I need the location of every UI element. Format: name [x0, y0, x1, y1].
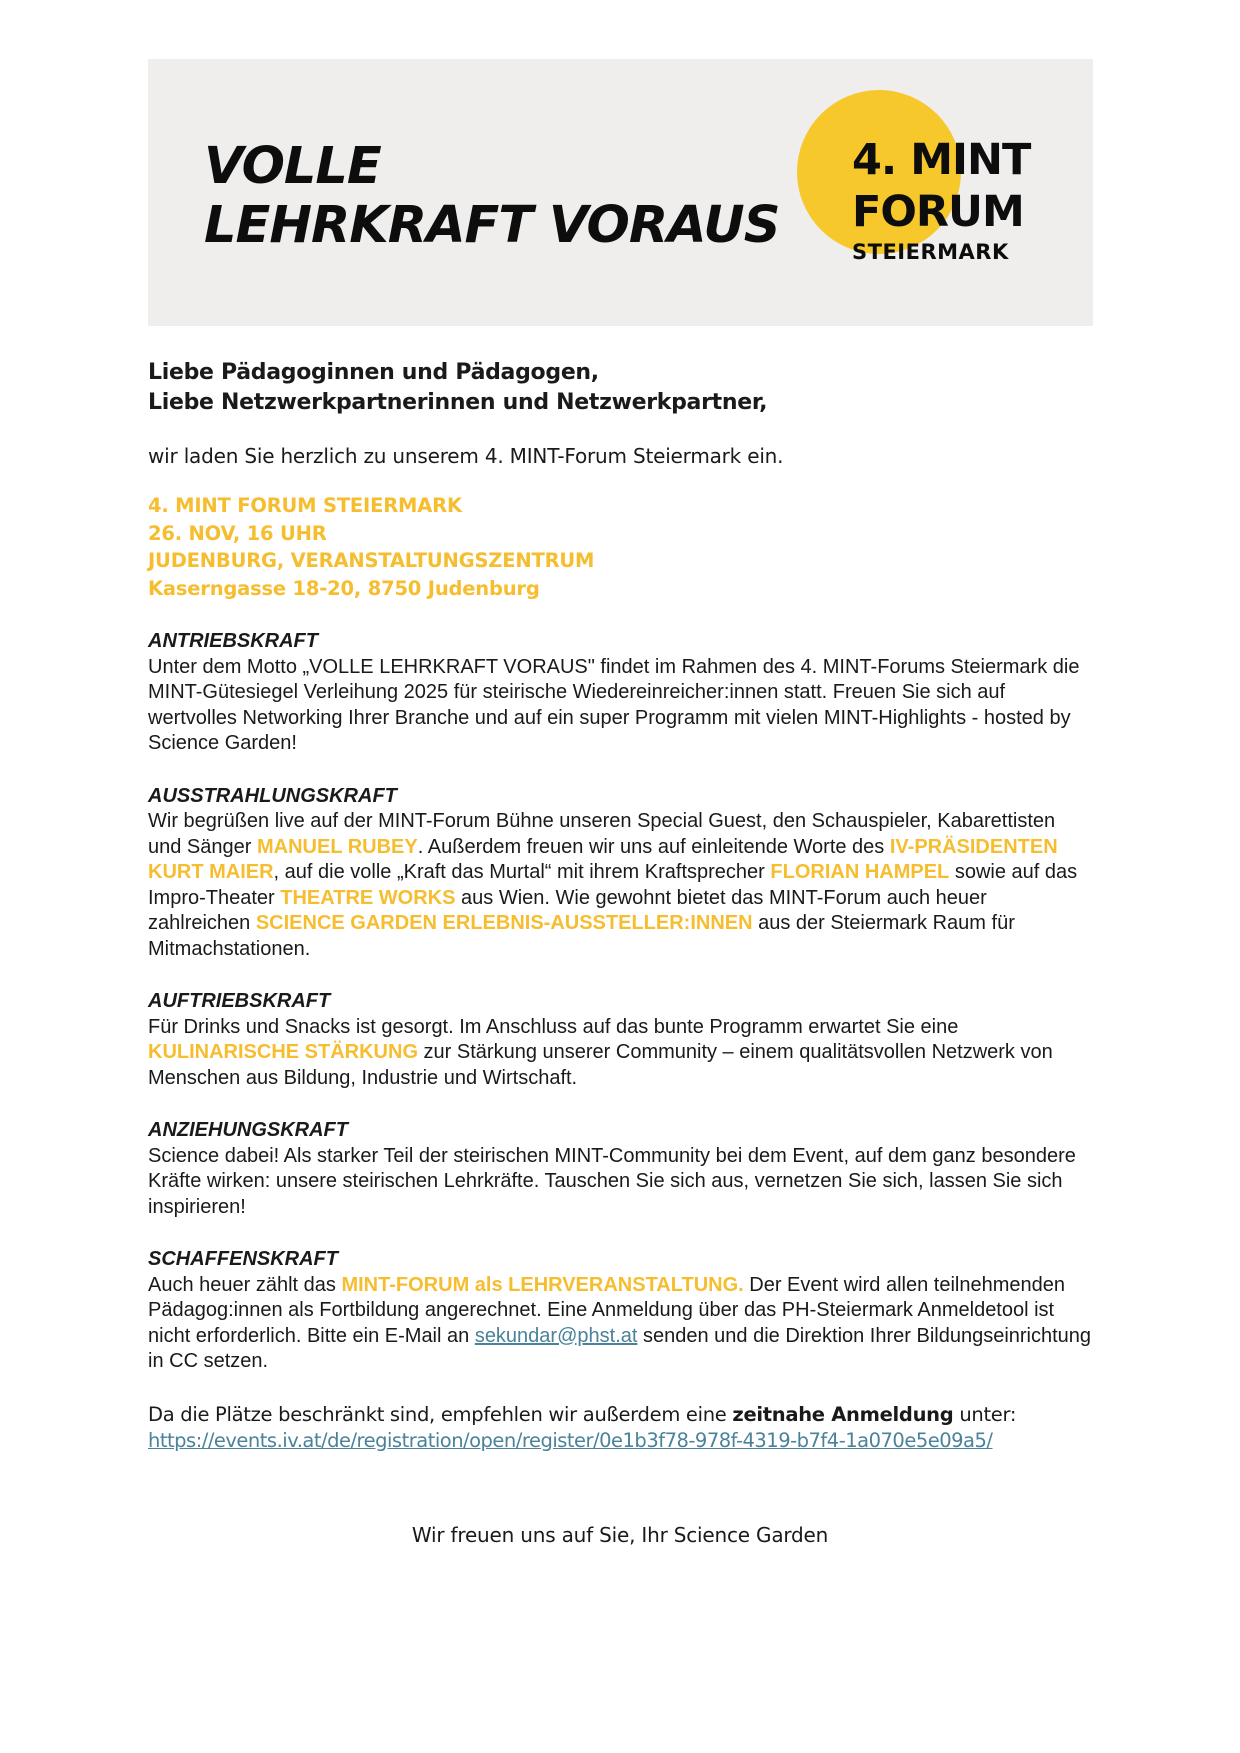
event-date-time: 26. NOV, 16 UHR — [148, 521, 327, 545]
event-details — [148, 492, 1093, 602]
signoff: Wir freuen uns auf Sie, Ihr Science Garden — [411, 1523, 829, 1547]
registration-link[interactable]: https://events.iv.at/de/registration/open/register/0e1b3f78-978f-4319-b7f4-1a070e5e09a5/ — [148, 1428, 993, 1452]
body-text: sowie auf das Impro-Theater — [148, 861, 1078, 909]
banner-title-line1: VOLLE — [204, 137, 381, 196]
email-link[interactable]: sekundar@phst.at — [474, 1324, 638, 1347]
logo-line2: FORUM — [852, 187, 1024, 237]
banner-title-line2: LEHRKRAFT VORAUS — [204, 196, 780, 255]
body-text: Für Drinks und Snacks ist gesorgt. Im Anschluss auf das bunte Programm erwartet Sie eine — [148, 1015, 959, 1038]
body-text: aus Wien. Wie gewohnt bietet das MINT-Forum auch heuer zahlreichen — [148, 886, 987, 934]
section-title: AUSSTRAHLUNGSKRAFT — [148, 784, 397, 807]
logo-line3: STEIERMARK — [852, 240, 1009, 264]
intro-text: wir laden Sie herzlich zu unserem 4. MINT-Forum Steiermark ein. — [148, 444, 784, 468]
body-text: . Außerdem freuen wir uns auf einleitende Worte des — [417, 835, 890, 858]
section-title: ANZIEHUNGSKRAFT — [148, 1119, 348, 1141]
banner-title — [204, 137, 779, 255]
section-ausstrahlungskraft — [148, 784, 1093, 963]
event-name: 4. MINT FORUM STEIERMARK — [148, 494, 462, 517]
highlight-florian-hampel: FLORIAN HAMPEL — [770, 861, 950, 883]
section-antriebskraft — [148, 629, 1093, 757]
body-text: senden und die Direktion Ihrer Bildungseinrichtung in CC setzen. — [148, 1324, 1092, 1372]
section-body — [148, 1015, 1093, 1092]
body-text: , auf die volle „Kraft das Murtal“ mit ihrem Kraftsprecher — [273, 861, 771, 883]
highlight-aussteller: SCIENCE GARDEN ERLEBNIS-AUSSTELLER:INNEN — [255, 912, 753, 934]
body-text: Da die Plätze beschränkt sind, empfehlen wir außerdem eine — [148, 1402, 733, 1426]
section-title: SCHAFFENSKRAFT — [148, 1248, 338, 1270]
section-body: Science dabei! Als starker Teil der steirischen MINT-Community bei dem Event, auf dem ganz besondere Kräfte wirken: unsere steirischen Lehrkräfte. Tauschen Sie sich aus, vernetzen Sie sich, lassen Sie sich inspirieren! — [148, 1144, 1076, 1218]
highlight-iv-praesident: IV-PRÄSIDENTEN KURT MAIER — [148, 835, 1058, 883]
mint-forum-logo — [852, 134, 1030, 264]
registration-text — [148, 1402, 1093, 1428]
greeting-line2: Liebe Netzwerkpartnerinnen und Netzwerkpartner, — [148, 390, 768, 415]
event-address: Kaserngasse 18-20, 8750 Judenburg — [148, 576, 540, 600]
body-text: Wir begrüßen live auf der MINT-Forum Bühne unseren Special Guest, den Schauspieler, Kabarettisten und Sänger — [148, 810, 1056, 858]
body-text: zur Stärkung unserer Community – einem qualitätsvollen Netzwerk von Menschen aus Bildung, Industrie und Wirtschaft. — [148, 1041, 1053, 1089]
greeting-line1: Liebe Pädagoginnen und Pädagogen, — [148, 360, 599, 385]
section-title: ANTRIEBSKRAFT — [148, 630, 318, 652]
section-title: AUFTRIEBSKRAFT — [148, 990, 331, 1012]
section-schaffenskraft — [148, 1247, 1093, 1375]
section-anziehungskraft — [148, 1118, 1093, 1220]
header-banner — [148, 59, 1093, 326]
letter-body — [148, 358, 1093, 1454]
section-body — [148, 809, 1093, 962]
logo-line1: 4. MINT — [852, 135, 1031, 185]
registration-emphasis: zeitnahe Anmeldung — [732, 1402, 954, 1426]
highlight-theatre-works: THEATRE WORKS — [280, 886, 456, 909]
section-auftriebskraft — [148, 989, 1093, 1091]
highlight-kulinarische-staerkung: KULINARISCHE STÄRKUNG — [148, 1041, 418, 1063]
body-text: Auch heuer zählt das — [148, 1273, 342, 1296]
section-body: Unter dem Motto „VOLLE LEHRKRAFT VORAUS" findet im Rahmen des 4. MINT-Forums Steiermark die MINT-Gütesiegel Verleihung 2025 für steirische Wiedereinreicher:innen statt. Freuen Sie sich auf wertvolles Networking Ihrer Branche und auf ein super Programm mit vielen MINT-Highlights - hosted by Science Garden! — [148, 655, 1080, 754]
section-body — [148, 1273, 1093, 1375]
event-venue: JUDENBURG, VERANSTALTUNGSZENTRUM — [148, 549, 595, 572]
body-text: Der Event wird allen teilnehmenden Pädagog:innen als Fortbildung angerechnet. Eine Anmeldung über das PH-Steiermark Anmeldetool ist nicht erforderlich. Bitte ein E-Mail an — [148, 1273, 1065, 1347]
highlight-manuel-rubey: MANUEL RUBEY — [256, 835, 418, 858]
registration-note — [148, 1402, 1093, 1454]
body-text: aus der Steiermark Raum für Mitmachstationen. — [148, 912, 1015, 960]
highlight-lehrveranstaltung: MINT-FORUM als LEHRVERANSTALTUNG. — [341, 1273, 744, 1296]
greeting — [148, 358, 1093, 418]
body-text: unter: — [953, 1402, 1017, 1426]
